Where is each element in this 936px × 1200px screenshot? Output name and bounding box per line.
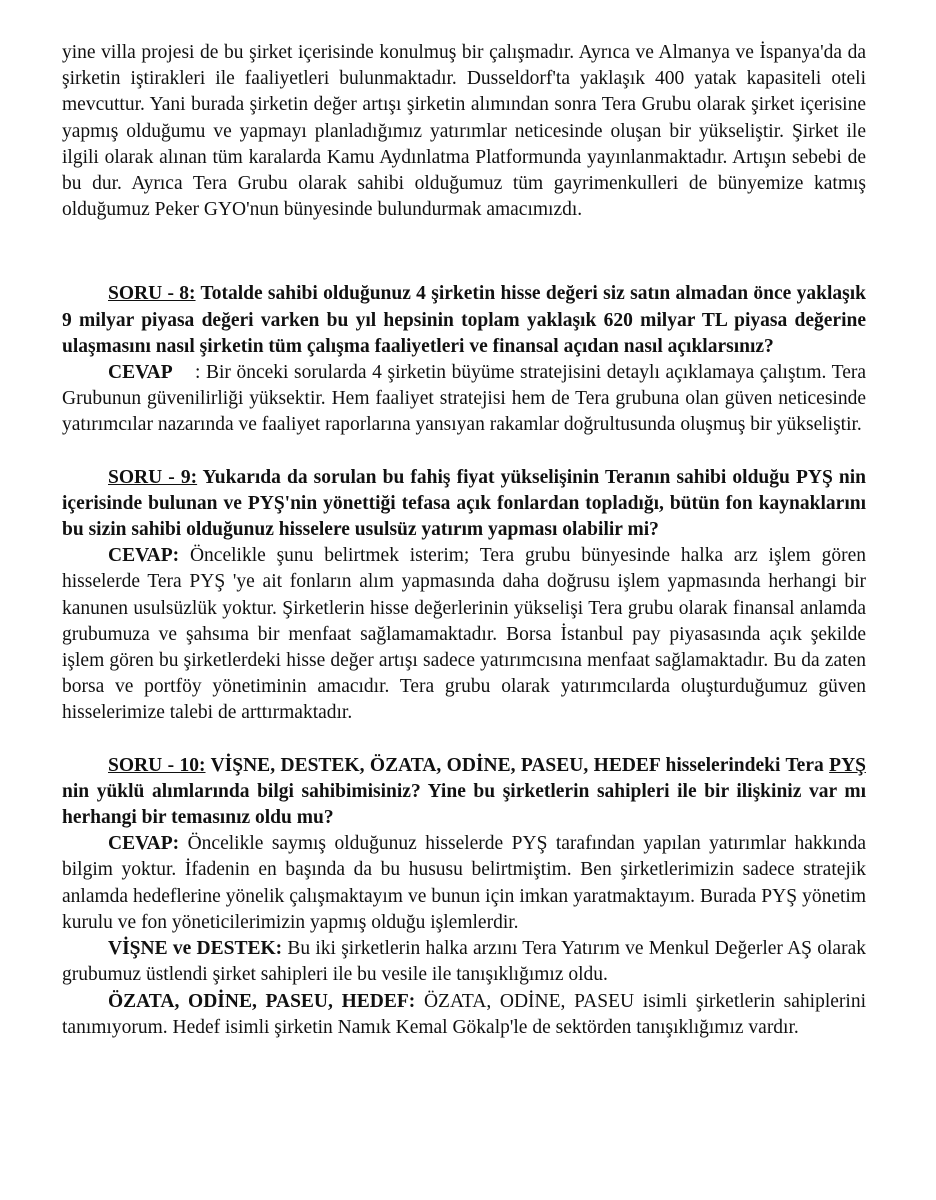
question-10-text-pys: PYŞ [829,754,866,776]
answer-10-text: Öncelikle saymış olduğunuz hisselerde PYŞ tarafından yapılan yatırımlar hakkında bilgim yoktur. İfadenin en başında da bu hususu belirtmiştim. Ben şirketlerimizin sadece stratejik anlamda hedeflerine yönelik çalışmaktayım ve bunun için imkan yaratmaktayım. Burada PYŞ yönetim kurulu ve fon yöneticilerimizin yapmış olduğu işlemlerdir. [62,833,866,933]
section-spacer [62,223,866,281]
answer-10-visne-text: Bu iki şirketlerin halka arzını Tera Yatırım ve Menkul Değerler AŞ olarak grubumuz üstlendi şirket sahipleri ile bu vesile ile tanışıklığımız oldu. [62,938,866,986]
question-10 [62,753,866,832]
answer-10-ozata-text: ÖZATA, ODİNE, PASEU isimli şirketlerin sahiplerini tanımıyorum. Hedef isimli şirketin Namık Kemal Gökalp'le de sektörden tanışıklığımız vardır. [62,990,866,1038]
answer-8 [62,360,871,439]
question-9-label: SORU - 9: [108,466,198,488]
question-8-label: SORU - 8: [108,283,196,305]
answer-10-ozata-label: ÖZATA, ODİNE, PASEU, HEDEF: [108,990,416,1012]
section-spacer [62,439,866,465]
answer-9 [62,543,866,726]
answer-9-text: Öncelikle şunu belirtmek isterim; Tera grubu bünyesinde halka arz işlem gören hisselerde Tera PYŞ 'ye ait fonların alım yapmasında daha doğrusu işlem yapmasında herhangi bir kanunen usulsüzlük yoktur. Şirketlerin hisse değerlerinin yükselişi Tera grubu olarak finansal anlamda grubumuza ve şahsıma bir menfaat sağlamamaktadır. Borsa İstanbul pay piyasasında açık şekilde işlem gören bu şirketlerdeki hisse değer artışı sadece yatırımcısına menfaat sağlamaktadır. Bu da zaten borsa ve portföy yönetiminin amacıdır. Tera grubu olarak yatırımcılarda oluşturduğumuz güven hisselerimize talebi de arttırmaktadır. [62,545,866,724]
answer-10-visne [62,936,866,988]
answer-10-label: CEVAP: [108,833,180,855]
question-8 [62,281,866,360]
answer-8-label: CEVAP [108,362,173,384]
section-spacer [62,727,866,753]
answer-8-text: : Bir önceki sorularda 4 şirketin büyüme stratejisini detaylı açıklamaya çalıştım. Tera Grubunun güvenilirliği yüksektir. Hem faaliyet stratejisi hem de Tera grubuna olan güven neticesinde yatırımcılar nazarında ve faaliyet raporlarına yansıyan rakamlar doğrultusunda oluşmuş bir yükseliştir. [62,362,871,436]
question-9-text: Yukarıda da sorulan bu fahiş fiyat yükselişinin Teranın sahibi olduğu PYŞ nin içerisinde bulunan ve PYŞ'nin yönettiği tefasa açık fonlardan topladığı, bütün fon kaynaklarını bu sizin sahibi olduğunuz hisselere usulsüz yatırım yapması olabilir mi? [62,466,866,541]
answer-9-label: CEVAP: [108,545,180,567]
answer-10-ozata [62,989,866,1041]
question-10-text-after: nin yüklü alımlarında bilgi sahibimisiniz? Yine bu şirketlerin sahipleri ile bir ilişkiniz var mı herhangi bir temasınız oldu mu? [62,780,866,829]
question-9 [62,465,866,544]
question-10-text-before: VİŞNE, DESTEK, ÖZATA, ODİNE, PASEU, HEDEF hisselerindeki Tera [205,754,830,776]
answer-10-visne-label: VİŞNE ve DESTEK: [108,938,283,960]
question-10-label: SORU - 10: [108,754,206,776]
intro-paragraph: yine villa projesi de bu şirket içerisinde konulmuş bir çalışmadır. Ayrıca ve Almanya ve İspanya'da da şirketin iştirakleri ile faaliyetleri bulunmaktadır. Dusseldorf'ta yaklaşık 400 yatak kapasiteli oteli mevcuttur. Yani burada şirketin değer artışı şirketin alımından sonra Tera Grubu olarak şirket içerisine yapmış olduğumu ve yapmayı planladığımız yatırımlar neticesinde oluşan bir yükseliştir. Şirket ile ilgili olarak alınan tüm karalarda Kamu Aydınlatma Platformunda yayınlanmaktadır. Artışın sebebi de bu dur. Ayrıca Tera Grubu olarak sahibi olduğumuz tüm gayrimenkulleri de bünyemize katmış olduğumuz Peker GYO'nun bünyesinde bulundurmak amacımızdı. [62,42,866,221]
question-8-text: Totalde sahibi olduğunuz 4 şirketin hisse değeri siz satın almadan önce yaklaşık 9 milyar piyasa değeri varken bu yıl hepsinin toplam yaklaşık 620 milyar TL piyasa değerine ulaşmasını nasıl şirketin tüm çalışma faaliyetleri ve finansal açıdan nasıl açıklarsınız? [62,283,866,357]
answer-10 [62,831,866,936]
